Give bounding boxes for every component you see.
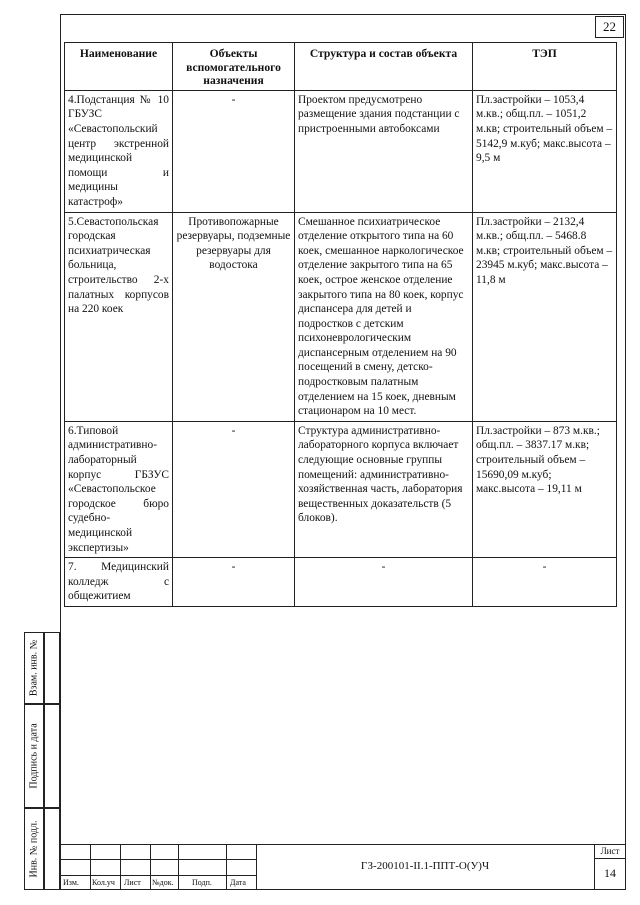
side-label-vzam: Взам. инв. №	[28, 639, 40, 697]
side-cell-inv	[24, 808, 44, 890]
cell-structure: Структура административно-лабораторного корпуса включает следующие основные группы помещений: административно-хозяйственная часть, лаборатория вещественных доказательств (5 блоков).	[295, 421, 473, 557]
table-row	[65, 212, 617, 421]
table-row	[65, 90, 617, 212]
cell-name: 7. Медицинский колледж с общежитием	[65, 558, 173, 607]
table-row	[65, 558, 617, 607]
cell-aux: -	[173, 421, 295, 557]
cell-structure: Смешанное психиатрическое отделение открытого типа на 60 коек, смешанное наркологическое отделение закрытого типа на 65 коек, острое женское отделение закрытого типа на 80 коек, корпус диспансера для детей и подростков с детским психоневрологическим диспансерным отделением на 90 посещений в смену, детско-подростковым палатным отделением на 15 коек, дневным стационаром на 10 мест.	[295, 212, 473, 421]
stamp-label-list: Лист	[124, 878, 141, 887]
table-row	[65, 421, 617, 557]
title-block	[60, 844, 626, 890]
cell-structure: -	[295, 558, 473, 607]
stamp-label-kolvo: Кол.уч	[92, 878, 115, 887]
cell-tep: -	[473, 558, 617, 607]
page-number-top: 22	[595, 16, 624, 38]
cell-tep: Пл.застройки – 873 м.кв.; общ.пл. – 3837.17 м.кв; строительный объем – 15690,09 м.куб; макс.высота – 19,11 м	[473, 421, 617, 557]
side-cell-podpis	[24, 704, 44, 808]
cell-aux: -	[173, 90, 295, 212]
side-blank-2	[44, 704, 60, 808]
side-stamp	[24, 632, 44, 890]
stamp-label-ndok: №док.	[152, 878, 174, 887]
stamp-label-izm: Изм.	[63, 878, 79, 887]
cell-aux: -	[173, 558, 295, 607]
side-label-podpis: Подпись и дата	[28, 723, 40, 789]
side-label-inv: Инв. № подл.	[28, 820, 40, 878]
cell-tep: Пл.застройки – 1053,4 м.кв.; общ.пл. – 1051,2 м.кв; строительный объем – 5142,9 м.куб; макс.высота – 9,5 м	[473, 90, 617, 212]
cell-structure: Проектом предусмотрено размещение здания подстанции с пристроенными автобоксами	[295, 90, 473, 212]
document-code: ГЗ-200101-II.1-ППТ-О(У)Ч	[360, 860, 490, 872]
cell-name: 5.Севастопольская городская психиатрическая больница, строительство 2-х палатных корпусов на 220 коек	[65, 212, 173, 421]
cell-aux: Противопожарные резервуары, подземные резервуары для водостока	[173, 212, 295, 421]
header-tep: ТЭП	[473, 43, 617, 91]
stamp-label-data: Дата	[230, 878, 246, 887]
table-header-row	[65, 43, 617, 91]
cell-tep: Пл.застройки – 2132,4 м.кв.; общ.пл. – 5468.8 м.кв; строительный объем – 23945 м.куб; макс.высота – 11,8 м	[473, 212, 617, 421]
project-table	[64, 42, 617, 607]
header-name: Наименование	[65, 43, 173, 91]
side-blank-3	[44, 808, 60, 890]
side-cell-vzam	[24, 632, 44, 704]
side-blank-1	[44, 632, 60, 704]
sheet-label: Лист	[600, 846, 620, 856]
header-aux: Объекты вспомогательного назначения	[173, 43, 295, 91]
cell-name: 4.Подстанция № 10 ГБУЗС «Севастопольский центр экстренной медицинской помощи и медицины катастроф»	[65, 90, 173, 212]
stamp-label-podp: Подп.	[192, 878, 212, 887]
sheet-number: 14	[604, 866, 616, 880]
cell-name: 6.Типовой административно-лабораторный корпус ГБЗУС «Севастопольское городское бюро судебно-медицинской экспертизы»	[65, 421, 173, 557]
header-structure: Структура и состав объекта	[295, 43, 473, 91]
